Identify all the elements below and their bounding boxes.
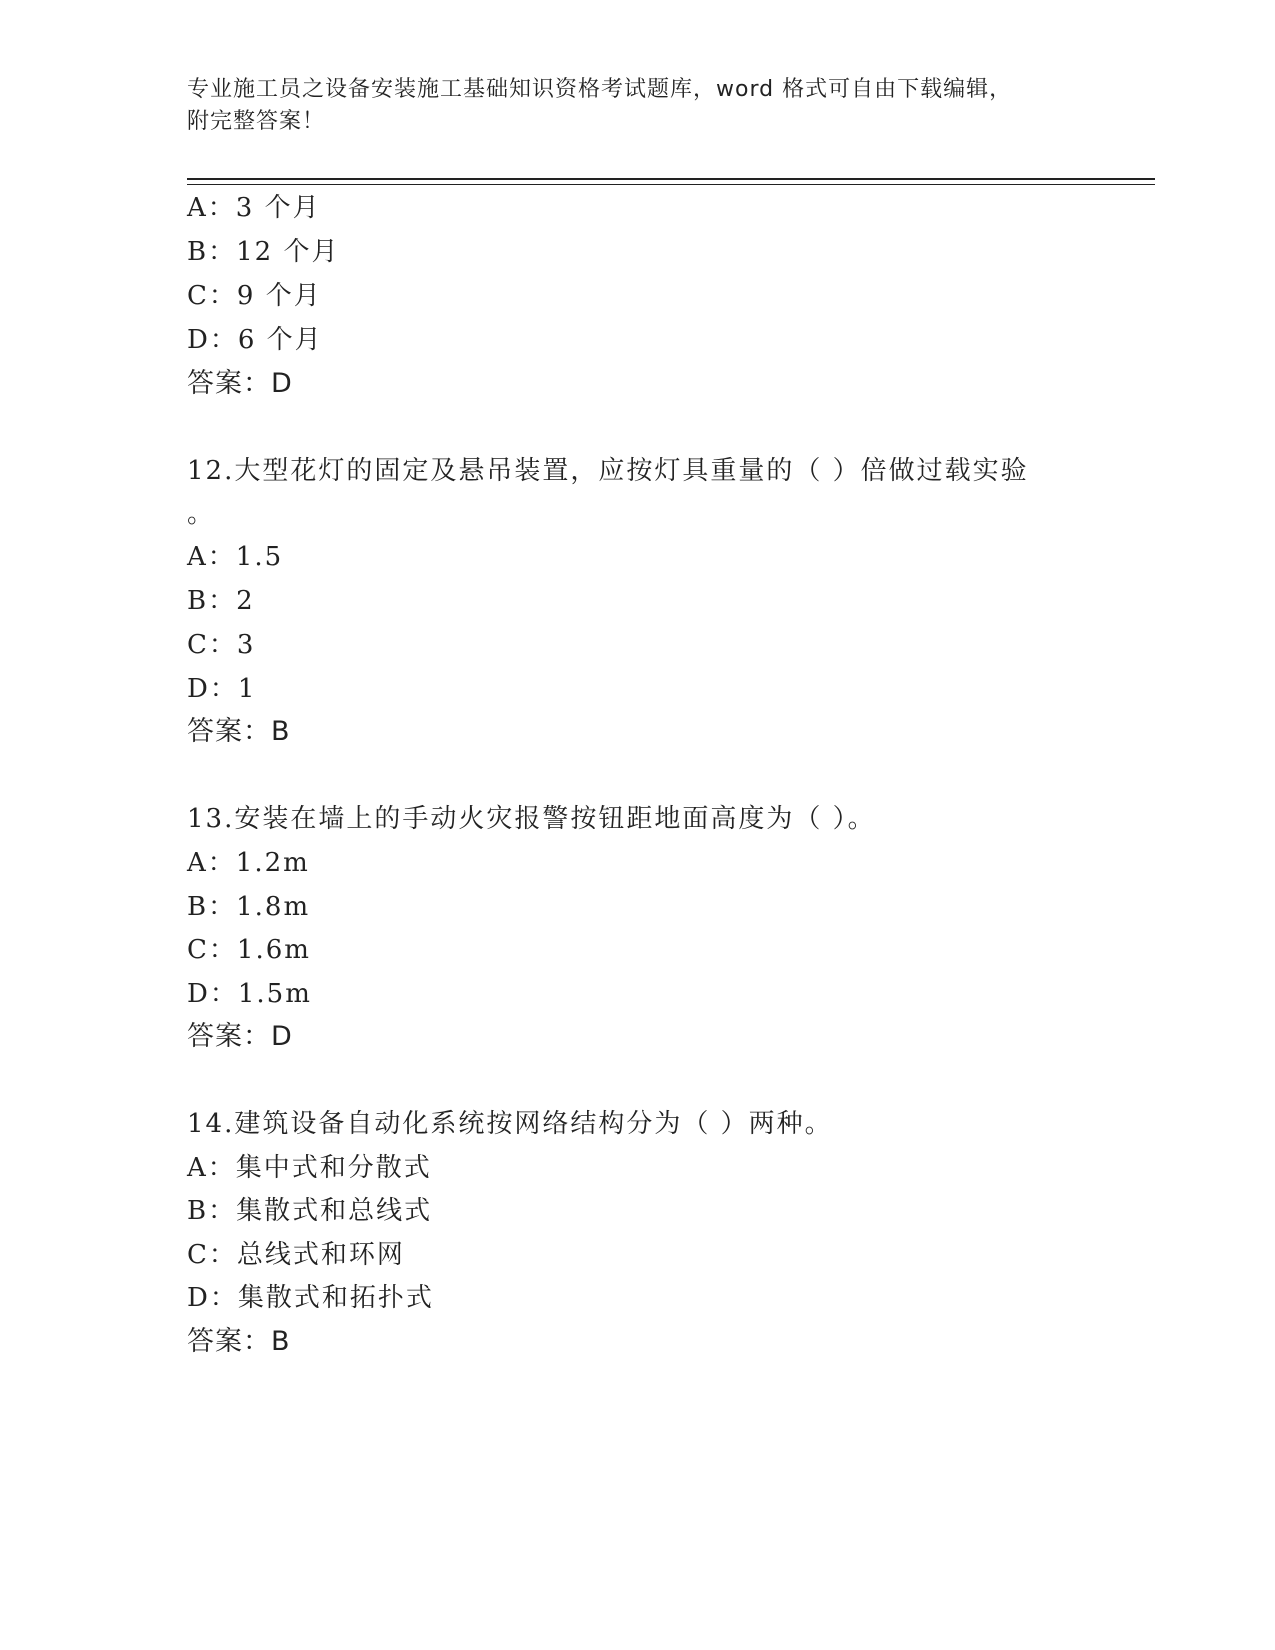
option-text: 3 个月 — [235, 193, 321, 223]
q12-stem-line-2: 。 — [187, 499, 216, 529]
q14-option-a — [187, 1152, 432, 1184]
q13-option-d — [187, 978, 312, 1010]
q14-option-b — [187, 1195, 432, 1227]
q13-option-b — [187, 891, 310, 923]
q12-answer: 答案：B — [187, 716, 291, 747]
header-divider-thick — [187, 178, 1155, 180]
option-text: 12 个月 — [236, 237, 340, 267]
option-key: B： — [187, 1196, 237, 1226]
q11-option-d — [187, 324, 323, 356]
option-key: A： — [187, 1153, 236, 1183]
option-text: 1.8m — [236, 892, 311, 922]
q11-option-c — [187, 280, 322, 312]
option-text: 1.5 — [235, 542, 284, 572]
option-text: 1.6m — [236, 935, 311, 965]
q14-stem-line-1: 14.建筑设备自动化系统按网络结构分为（ ）两种。 — [187, 1109, 833, 1139]
option-key: A： — [187, 193, 236, 223]
option-text: 1 — [237, 674, 257, 704]
option-key: B： — [187, 586, 237, 616]
option-key: B： — [187, 892, 237, 922]
header-line-2: 附完整答案！ — [187, 109, 326, 134]
option-text: 9 个月 — [236, 281, 322, 311]
option-key: C： — [187, 1240, 237, 1270]
option-text: 集散式和拓扑式 — [237, 1283, 434, 1313]
option-text: 3 — [236, 630, 256, 660]
option-text: 2 — [236, 586, 255, 616]
q12-option-c — [187, 629, 255, 661]
q12-stem-line-1: 12.大型花灯的固定及悬吊装置，应按灯具重量的（ ）倍做过载实验 — [187, 456, 1029, 486]
option-key: B： — [187, 237, 237, 267]
document-header — [187, 74, 1087, 138]
option-key: D： — [187, 674, 238, 704]
q12-option-b — [187, 585, 255, 617]
header-divider-thin — [187, 184, 1155, 185]
header-line-1: 专业施工员之设备安装施工基础知识资格考试题库，word 格式可自由下载编辑， — [187, 77, 1013, 102]
q11-option-b — [187, 236, 339, 268]
option-text: 6 个月 — [237, 325, 323, 355]
q13-stem-line-1: 13.安装在墙上的手动火灾报警按钮距地面高度为（ ）。 — [187, 804, 876, 834]
q13-option-a — [187, 847, 310, 879]
q14-option-d — [187, 1282, 434, 1314]
q14-option-c — [187, 1239, 405, 1271]
option-text: 总线式和环网 — [236, 1240, 405, 1270]
option-text: 1.2m — [235, 848, 310, 878]
option-key: D： — [187, 979, 238, 1009]
option-key: D： — [187, 325, 238, 355]
option-text: 1.5m — [237, 979, 312, 1009]
q14-answer: 答案：B — [187, 1326, 291, 1357]
q12-option-d — [187, 673, 256, 705]
q12-option-a — [187, 541, 283, 573]
option-key: C： — [187, 281, 237, 311]
option-key: C： — [187, 630, 237, 660]
option-key: D： — [187, 1283, 238, 1313]
option-key: A： — [187, 848, 236, 878]
q13-answer: 答案：D — [187, 1021, 293, 1052]
option-text: 集散式和总线式 — [236, 1196, 433, 1226]
q11-option-a — [187, 192, 321, 224]
q11-answer: 答案：D — [187, 368, 293, 399]
q13-option-c — [187, 934, 311, 966]
option-key: A： — [187, 542, 236, 572]
option-key: C： — [187, 935, 237, 965]
option-text: 集中式和分散式 — [235, 1153, 432, 1183]
